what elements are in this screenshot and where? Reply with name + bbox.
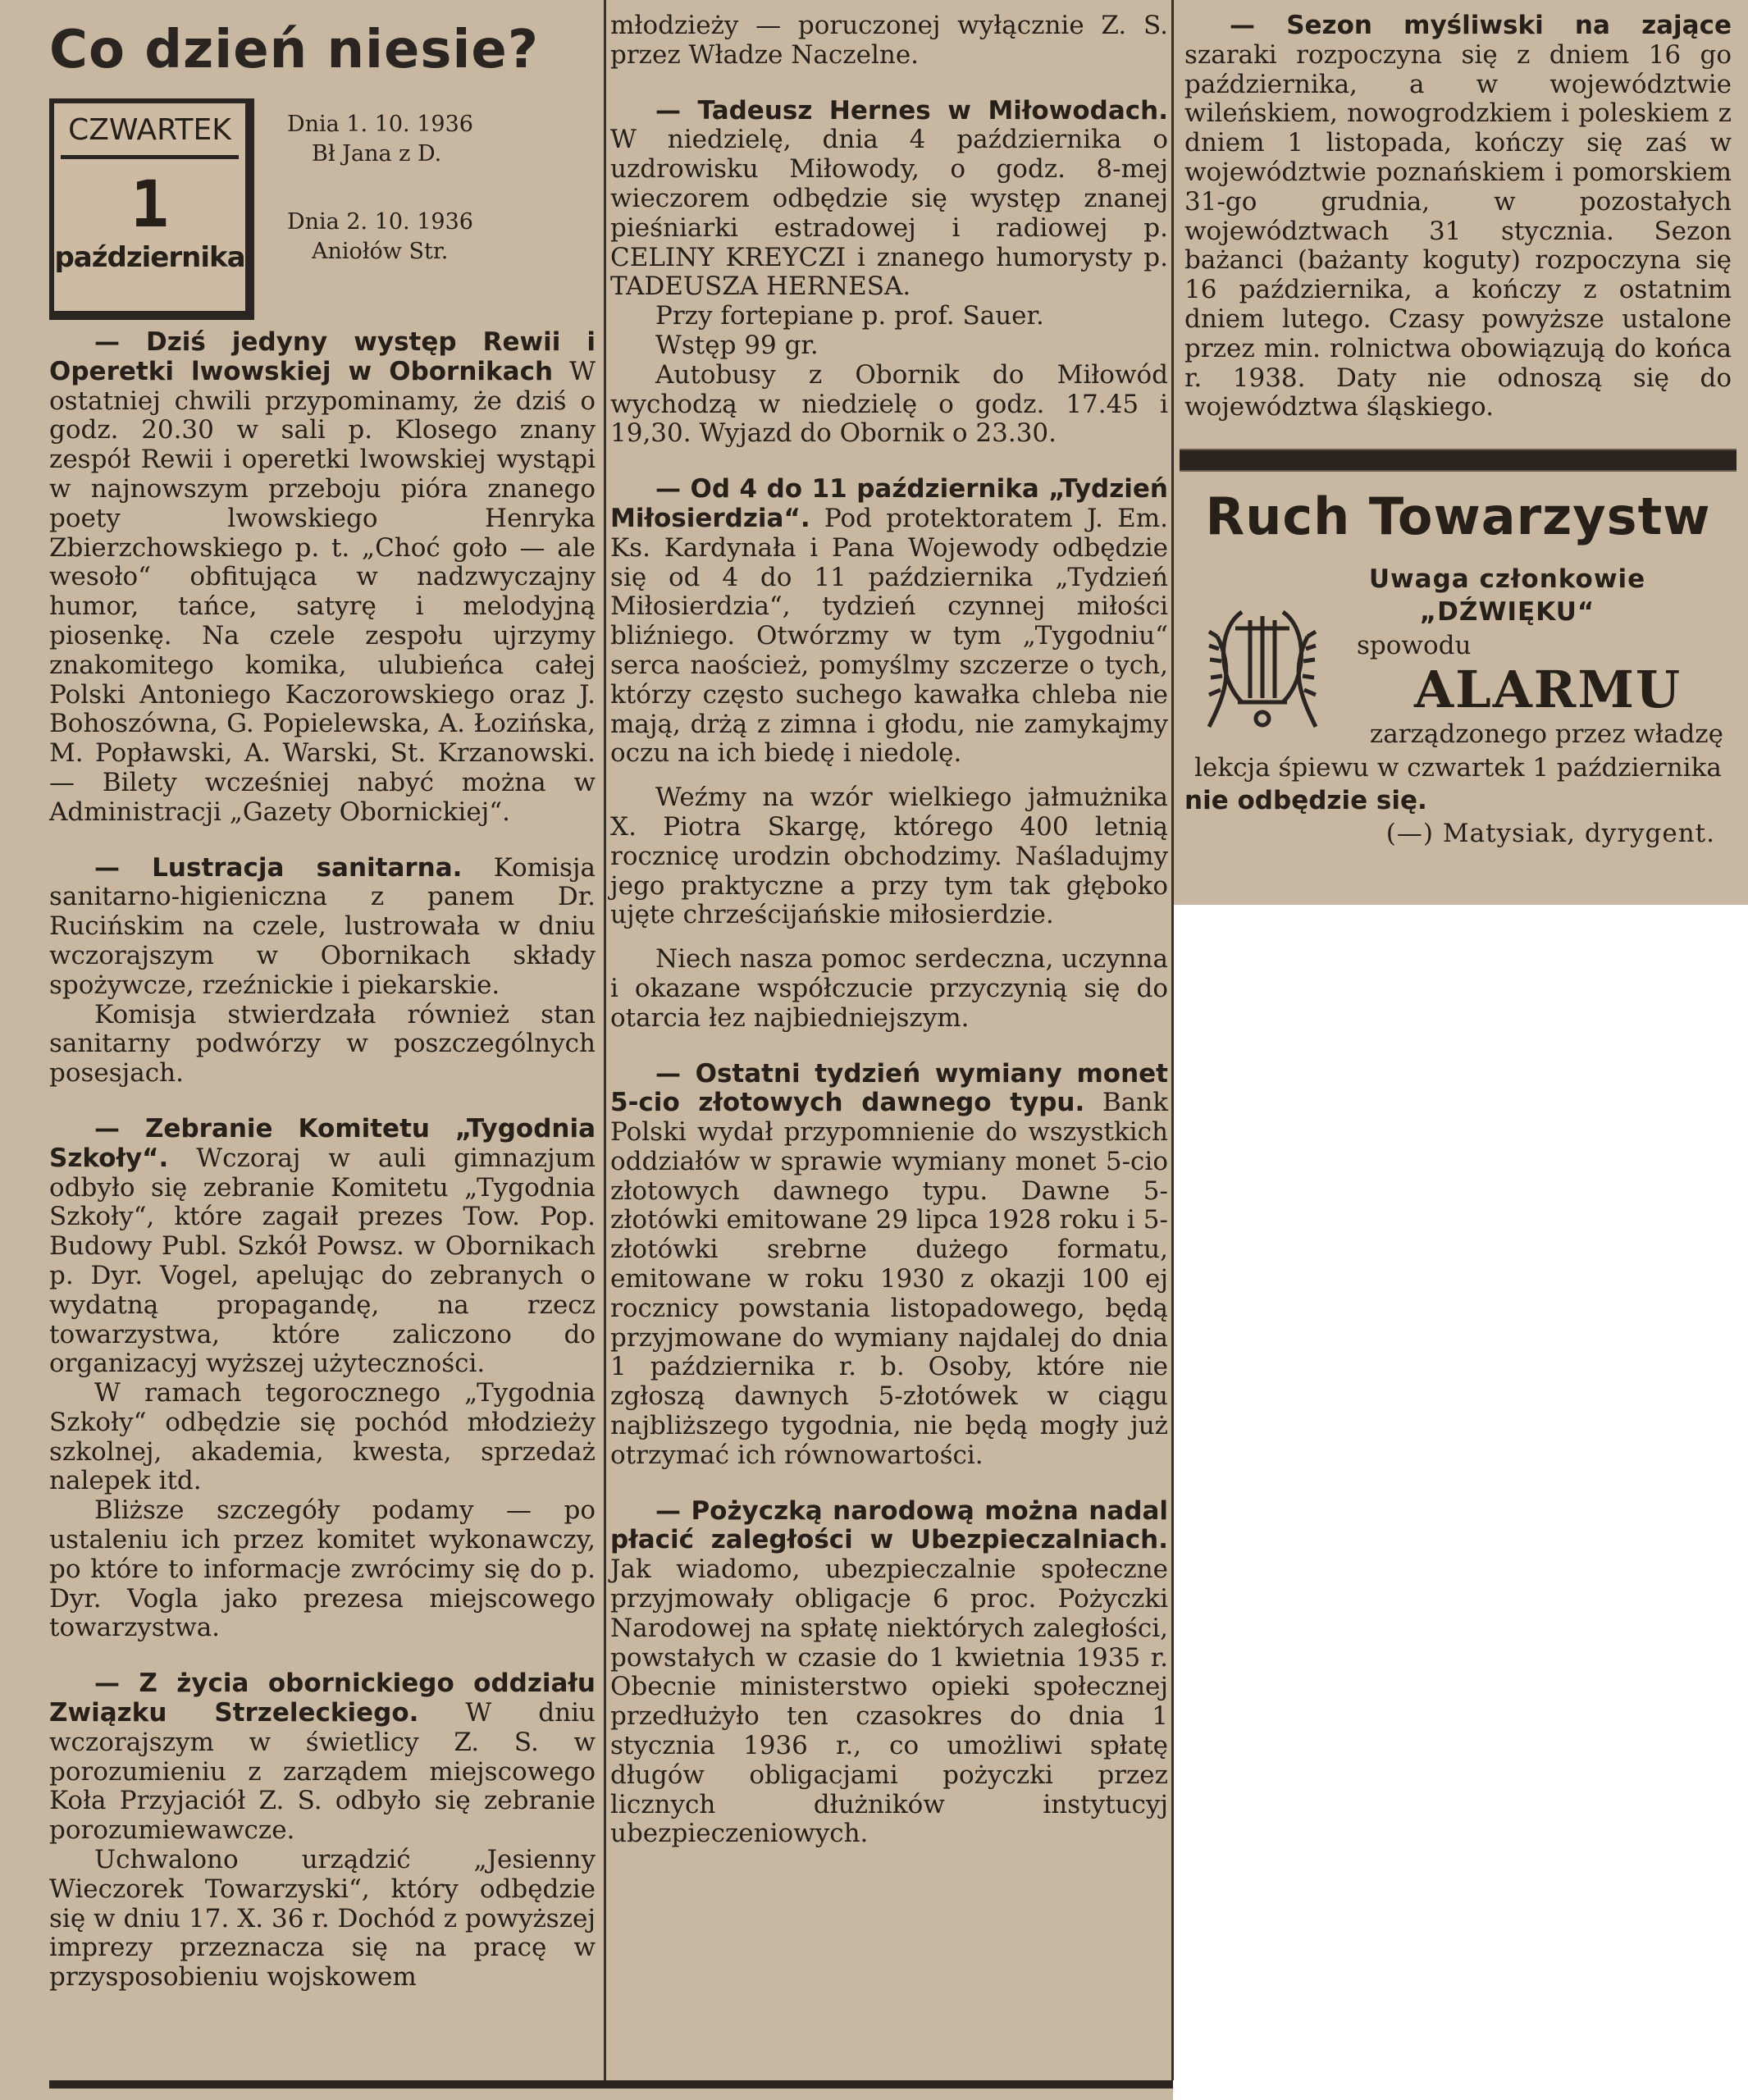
article-paragraph: Bliższe szczegóły podamy — po ustaleniu ich przez komitet wykonawczy, po które to informacje zwrócimy się do p. Dyr. Vogla jako prezesa miejscowego towarzystwa.: [49, 1495, 596, 1643]
notice-line-nie-odbedzie: nie odbędzie się.: [1184, 785, 1427, 815]
article-paragraph: Niech nasza pomoc serdeczna, uczynna i okazane współczucie przyczynią się do otarcia łez najbiedniejszym.: [610, 944, 1168, 1033]
column-1: [0, 0, 605, 2100]
notice-line-zarzadzonego: zarządzonego przez władzę: [1369, 719, 1723, 750]
lyre-icon: [1184, 579, 1340, 743]
notice-alarm: ALARMU: [1414, 660, 1682, 720]
article-sezon: [1184, 11, 1732, 422]
calendar-card: [49, 98, 254, 320]
calendar-month: października: [54, 240, 245, 274]
notice-dzwiek: [1184, 563, 1732, 850]
article-body: W ostatniej chwili przypominamy, że dziś o godz. 20.30 w sali p. Klosego znany zespół Rewii i operetki lwowskiej wystąpi w najnowszym przeboju pióra znanego poety lwowskiego Henryka Zbierzchowskiego p. t. „Choć goło — ale wesoło“ obfitująca w nadzwyczajny humor, tańce, satyrę i melodyjną piosenkę. Na czele zespołu ujrzymy znakomitego komika, ulubieńca całej Polski Antoniego Kaczorowskiego oraz J. Bohoszówna, G. Popielewska, A. Łozińska, M. Popławski, A. Warski, St. Krzanowski. — Bilety wcześniej nabyć można w Administracji „Gazety Obornickiej“.: [49, 356, 596, 827]
column-2: [605, 0, 1173, 2100]
article-body: Pod protektoratem J. Em. Ks. Kardynała i Pana Wojewody odbędzie się od 4 do 11 października „Tydzień Miłosierdzia“, tydzień czynnej miłości bliźniego. Otwórzmy w tym „Tygodniu“ serca naoścież, pomyślmy szczerze o tych, którzy często suchego kawałka chleba nie mają, drżą z zimna i głodu, nie zamykajmy oczu na ich biedę i niedolę.: [610, 503, 1168, 769]
date-block: [49, 98, 596, 320]
section-title: Ruch Towarzystw: [1205, 486, 1711, 547]
article-heading: — Sezon myśliwski na zające: [1230, 11, 1732, 40]
calendar-weekday: CZWARTEK: [61, 103, 239, 159]
date-2: Dnia 2. 10. 1936: [287, 208, 473, 235]
article-heading: — Tadeusz Hernes w Miłowodach.: [655, 95, 1168, 126]
article-heading: — Od 4 do 11 października „Tydzień Miłosierdzia“.: [610, 474, 1168, 533]
article-strzelecki: [49, 1669, 596, 1846]
saint-1: Bł Jana z D.: [312, 141, 442, 167]
saint-2: Aniołów Str.: [312, 239, 449, 265]
article-heading: — Zebranie Komitetu „Tygodnia Szkoły“.: [49, 1113, 596, 1173]
column-3: [1173, 0, 1748, 905]
article-body: Bank Polski wydał przypomnienie do wszystkich oddziałów w sprawie wymiany monet 5-cio złotowych dawnego typu. Dawne 5-złotówki emitowane 29 lipca 1928 roku i 5-złotówki srebrne dużego formatu, emitowane w roku 1930 z okazji 100 ej rocznicy powstania listopadowego, będą przyjmowane do wymiany najdalej do dnia 1 października r. b. Osoby, które nie zgłoszą dawnych 5-złotówek w ciągu najbliższego tygodnia, nie będą mogły już otrzymać ich równowartości.: [610, 1088, 1168, 1470]
bottom-divider: [49, 2080, 1173, 2089]
article-paragraph: Przy fortepiane p. prof. Sauer.: [655, 301, 1044, 331]
article-hernes: [610, 97, 1168, 303]
article-body: Komisja sanitarno-higieniczna z panem Dr. Rucińskim na czele, lustrowała w dniu wczorajszym w Obornikach składy spożywcze, rzeźnickie i piekarskie.: [49, 852, 596, 1000]
notice-line-spowodu: spowodu: [1357, 630, 1472, 660]
article-paragraph: Weźmy na wzór wielkiego jałmużnika X. Piotra Skargę, którego 400 letnią rocznicę urodzin obchodzimy. Naśladujmy jego praktyczne a przy tym tak głęboko ujęte chrześcijańskie miłosierdzie.: [610, 783, 1168, 930]
article-heading: — Ostatni tydzień wymiany monet 5-cio złotowych dawnego typu.: [610, 1058, 1168, 1118]
article-tydzien-szkoly: [49, 1115, 596, 1379]
article-monety: [610, 1060, 1168, 1471]
article-paragraph: Wstęp 99 gr.: [655, 330, 819, 360]
article-operetka: [49, 328, 596, 828]
article-pozyczka: [610, 1497, 1168, 1850]
article-lustracja: [49, 854, 596, 1001]
date-1: Dnia 1. 10. 1936: [287, 112, 473, 137]
notice-line-lekcja: lekcja śpiewu w czwartek 1 października: [1194, 752, 1722, 783]
notice-line-dzwiek: „DŹWIĘKU“: [1419, 597, 1595, 628]
name-days: [254, 98, 473, 267]
notice-signature: (—) Matysiak, dyrygent.: [1385, 819, 1715, 849]
article-heading: — Pożyczką narodową można nadal płacić zaległości w Ubezpieczalniach.: [610, 1495, 1168, 1555]
article-body: szaraki rozpoczyna się z dniem 16 go października, a w województwie wileńskiem, nowogrodzkiem i poleskiem z dniem 1 listopada, kończy się zaś w województwie poznańskiem i pomorskiem 31-go grudnia, w pozostałych województwach 31 stycznia. Sezon bażanci (bażanty koguty) rozpoczyna się 16 października, a kończy z ostatnim dniem lutego. Czasy powyższe ustalone przez min. rolnictwa obowiązują do końca r. 1938. Daty nie odnoszą się do województwa śląskiego.: [1184, 39, 1732, 422]
article-body: Jak wiadomo, ubezpieczalnie społeczne przyjmowały obligacje 6 proc. Pożyczki Narodowej na spłatę niektórych zaległości, powstałych w czasie do 1 kwietnia 1935 r. Obecnie ministerstwo opieki społecznej przedłużyło ten czasokres do dnia 1 stycznia 1936 r., co umożliwi spłatę długów obligacjami pożyczki przez licznych dłużników instytucyj ubezpieczeniowych.: [610, 1554, 1168, 1849]
page-title: Co dzień niesie?: [49, 20, 539, 80]
article-paragraph: W ramach tegorocznego „Tygodnia Szkoły“ odbędzie się pochód młodzieży szkolnej, akademia, kwesta, sprzedaż nalepek itd.: [49, 1378, 596, 1496]
article-body: Wczoraj w auli gimnazjum odbyło się zebranie Komitetu „Tygodnia Szkoły“, które zagaił prezes Tow. Pop. Budowy Publ. Szkół Powsz. w Obornikach p. Dyr. Vogel, apelując do zebranych o wydatną propagandę, na rzecz towarzystwa, które zaliczono do organizacyj wyższej użyteczności.: [49, 1143, 596, 1379]
article-paragraph: Uchwalono urządzić „Jesienny Wieczorek Towarzyski“, który odbędzie się w dniu 17. X. 36 r. Dochód z powyższej imprezy przeznacza się na pracę w przysposobieniu wojskowem: [49, 1845, 596, 1993]
article-body: W niedzielę, dnia 4 października o uzdrowisku Miłowody, o godz. 8-mej wieczorem odbędzie się występ znanej pieśniarki estradowej i radiowej p. CELINY KREYCZI i znanego humorysty p. TADEUSZA HERNESA.: [610, 125, 1168, 302]
calendar-day-number: 1: [130, 168, 169, 242]
article-heading: — Z życia obornickiego oddziału Związku Strzeleckiego.: [49, 1669, 596, 1728]
article-heading: — Lustracja sanitarna.: [94, 852, 463, 883]
article-continuation: młodzieży — poruczonej wyłącznie Z. S. przez Władze Naczelne.: [610, 11, 1168, 70]
article-paragraph: Autobusy z Obornik do Miłowód wychodzą w niedzielę o godz. 17.45 i 19,30. Wyjazd do Obornik o 23.30.: [610, 359, 1168, 449]
article-milosierdzie: [610, 475, 1168, 769]
article-body: W dniu wczorajszym w świetlicy Z. S. w porozumieniu z zarządem miejscowego Koła Przyjaciół Z. S. odbyło się zebranie porozumiewawcze.: [49, 1698, 596, 1846]
article-paragraph: Komisja stwierdzała również stan sanitarny podwórzy w poszczególnych posesjach.: [49, 999, 596, 1089]
section-divider: [1180, 449, 1737, 472]
notice-line-uwaga: Uwaga członkowie: [1368, 564, 1646, 595]
article-heading: — Dziś jedyny występ Rewii i Operetki lwowskiej w Obornikach: [49, 327, 596, 386]
